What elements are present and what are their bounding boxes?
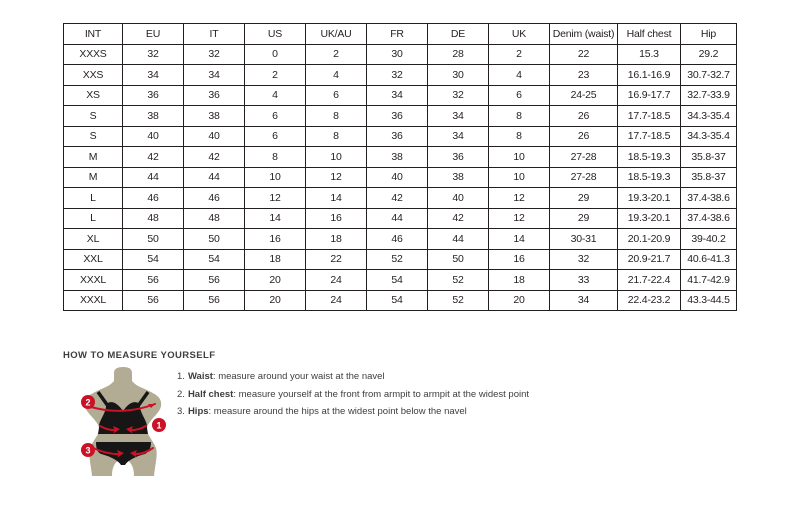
table-cell: 12 [489, 188, 550, 209]
table-cell: XXS [64, 65, 123, 86]
table-header-cell: IT [184, 24, 245, 45]
table-cell: 6 [245, 126, 306, 147]
table-cell: 4 [306, 65, 367, 86]
table-row [64, 167, 737, 188]
table-cell: 42 [428, 208, 489, 229]
table-cell: S [64, 126, 123, 147]
table-cell: 10 [489, 167, 550, 188]
table-cell: 20 [245, 270, 306, 291]
table-cell: 36 [184, 85, 245, 106]
table-cell: 52 [428, 270, 489, 291]
table-cell: 18 [245, 249, 306, 270]
table-row [64, 270, 737, 291]
table-cell: 8 [489, 106, 550, 127]
table-cell: 29 [550, 188, 618, 209]
table-cell: 26 [550, 106, 618, 127]
table-header-cell: INT [64, 24, 123, 45]
table-cell: 16 [306, 208, 367, 229]
table-cell: 6 [245, 106, 306, 127]
table-cell: 36 [367, 126, 428, 147]
table-cell: 8 [489, 126, 550, 147]
table-cell: 32 [184, 44, 245, 65]
table-cell: 35.8-37 [681, 167, 737, 188]
table-header-cell: US [245, 24, 306, 45]
table-cell: 10 [245, 167, 306, 188]
table-cell: 34 [428, 106, 489, 127]
table-row [64, 188, 737, 209]
measure-step [177, 368, 529, 386]
table-cell: 39-40.2 [681, 229, 737, 250]
table-cell: XXXL [64, 290, 123, 311]
table-cell: 52 [367, 249, 428, 270]
table-row [64, 126, 737, 147]
table-cell: 37.4-38.6 [681, 208, 737, 229]
table-cell: 23 [550, 65, 618, 86]
size-table-header [64, 24, 737, 45]
table-cell: 36 [428, 147, 489, 168]
table-cell: 32 [123, 44, 184, 65]
measure-section-title: HOW TO MEASURE YOURSELF [63, 350, 216, 361]
step-label: Hips [187, 406, 209, 417]
table-cell: 18 [306, 229, 367, 250]
table-cell: 15.3 [618, 44, 681, 65]
table-cell: 40 [123, 126, 184, 147]
table-cell: 14 [306, 188, 367, 209]
table-cell: 2 [306, 44, 367, 65]
table-header-cell: UK [489, 24, 550, 45]
table-cell: 40 [367, 167, 428, 188]
table-cell: 38 [428, 167, 489, 188]
table-cell: 44 [184, 167, 245, 188]
table-cell: 2 [489, 44, 550, 65]
table-cell: 18 [489, 270, 550, 291]
step-label: Waist [187, 371, 213, 382]
table-cell: 29 [550, 208, 618, 229]
table-cell: 38 [123, 106, 184, 127]
table-cell: 56 [184, 290, 245, 311]
table-cell: 6 [489, 85, 550, 106]
step-number: 2. [177, 388, 185, 400]
table-cell: 44 [123, 167, 184, 188]
table-cell: 34 [367, 85, 428, 106]
table-row [64, 290, 737, 311]
table-header-cell: Half chest [618, 24, 681, 45]
table-cell: 21.7-22.4 [618, 270, 681, 291]
table-cell: 43.3-44.5 [681, 290, 737, 311]
step-text: : measure around the hips at the widest point below the navel [208, 406, 467, 417]
table-cell: 34 [550, 290, 618, 311]
table-cell: 42 [367, 188, 428, 209]
table-cell: 54 [367, 270, 428, 291]
table-cell: 40 [184, 126, 245, 147]
table-header-cell: Hip [681, 24, 737, 45]
svg-text:2: 2 [85, 397, 91, 408]
table-cell: 16 [489, 249, 550, 270]
table-cell: 42 [123, 147, 184, 168]
table-cell: 18.5-19.3 [618, 147, 681, 168]
table-cell: 20.9-21.7 [618, 249, 681, 270]
table-cell: XL [64, 229, 123, 250]
table-cell: 8 [306, 126, 367, 147]
table-cell: M [64, 167, 123, 188]
table-cell: 48 [184, 208, 245, 229]
step-number: 3. [177, 406, 185, 417]
table-cell: XXXS [64, 44, 123, 65]
table-cell: 0 [245, 44, 306, 65]
table-cell: 24 [306, 290, 367, 311]
table-header-cell: EU [123, 24, 184, 45]
table-cell: 36 [367, 106, 428, 127]
table-cell: 34.3-35.4 [681, 126, 737, 147]
table-cell: 4 [245, 85, 306, 106]
table-cell: 30 [428, 65, 489, 86]
table-cell: 32.7-33.9 [681, 85, 737, 106]
step-text: : measure yourself at the front from armpit to armpit at the widest point [233, 388, 530, 400]
table-cell: 54 [184, 249, 245, 270]
table-cell: 42 [184, 147, 245, 168]
table-cell: XS [64, 85, 123, 106]
table-cell: 52 [428, 290, 489, 311]
table-cell: 19.3-20.1 [618, 208, 681, 229]
table-cell: 36 [123, 85, 184, 106]
table-cell: 32 [367, 65, 428, 86]
table-cell: 46 [184, 188, 245, 209]
badge-1-waist [152, 418, 166, 432]
table-cell: 56 [123, 270, 184, 291]
table-row [64, 147, 737, 168]
table-row [64, 249, 737, 270]
table-cell: 24 [306, 270, 367, 291]
table-cell: XXL [64, 249, 123, 270]
table-cell: 30 [367, 44, 428, 65]
table-cell: 27-28 [550, 167, 618, 188]
table-cell: 30-31 [550, 229, 618, 250]
table-cell: 54 [123, 249, 184, 270]
table-cell: 30.7-32.7 [681, 65, 737, 86]
table-row [64, 85, 737, 106]
table-cell: 40.6-41.3 [681, 249, 737, 270]
table-row [64, 65, 737, 86]
table-row [64, 208, 737, 229]
table-cell: 16 [245, 229, 306, 250]
table-cell: 40 [428, 188, 489, 209]
table-cell: 10 [489, 147, 550, 168]
table-cell: 32 [428, 85, 489, 106]
table-cell: L [64, 188, 123, 209]
table-cell: 38 [184, 106, 245, 127]
table-cell: 50 [428, 249, 489, 270]
table-cell: S [64, 106, 123, 127]
table-row [64, 106, 737, 127]
table-cell: XXXL [64, 270, 123, 291]
table-header-cell: Denim (waist) [550, 24, 618, 45]
table-cell: 44 [428, 229, 489, 250]
svg-text:1: 1 [156, 420, 162, 431]
measure-step [177, 403, 529, 421]
table-cell: 35.8-37 [681, 147, 737, 168]
table-cell: 22.4-23.2 [618, 290, 681, 311]
measure-step [177, 386, 529, 404]
table-cell: 41.7-42.9 [681, 270, 737, 291]
table-cell: 17.7-18.5 [618, 106, 681, 127]
table-row [64, 44, 737, 65]
table-cell: 6 [306, 85, 367, 106]
table-cell: 8 [245, 147, 306, 168]
table-cell: 54 [367, 290, 428, 311]
table-cell: 29.2 [681, 44, 737, 65]
table-cell: 48 [123, 208, 184, 229]
table-cell: 8 [306, 106, 367, 127]
table-cell: 12 [306, 167, 367, 188]
table-cell: 12 [245, 188, 306, 209]
table-header-cell: FR [367, 24, 428, 45]
table-header-cell: DE [428, 24, 489, 45]
table-cell: 50 [123, 229, 184, 250]
badge-3-hips [81, 443, 95, 457]
table-cell: 32 [550, 249, 618, 270]
table-cell: M [64, 147, 123, 168]
table-cell: 50 [184, 229, 245, 250]
table-cell: 12 [489, 208, 550, 229]
table-cell: 14 [245, 208, 306, 229]
table-cell: 33 [550, 270, 618, 291]
table-cell: 18.5-19.3 [618, 167, 681, 188]
table-cell: 4 [489, 65, 550, 86]
badge-2-chest [81, 395, 95, 409]
table-cell: 20 [245, 290, 306, 311]
table-cell: 46 [123, 188, 184, 209]
table-cell: 34 [184, 65, 245, 86]
step-number: 1. [177, 371, 185, 382]
table-cell: 34 [428, 126, 489, 147]
size-chart-section [63, 23, 736, 311]
table-cell: 24-25 [550, 85, 618, 106]
table-cell: 22 [306, 249, 367, 270]
table-cell: 17.7-18.5 [618, 126, 681, 147]
table-cell: 37.4-38.6 [681, 188, 737, 209]
table-cell: 20 [489, 290, 550, 311]
table-header-cell: UK/AU [306, 24, 367, 45]
svg-text:3: 3 [85, 445, 91, 456]
table-cell: 10 [306, 147, 367, 168]
step-text: : measure around your waist at the navel [212, 371, 385, 382]
table-cell: 16.9-17.7 [618, 85, 681, 106]
table-cell: 22 [550, 44, 618, 65]
table-cell: 28 [428, 44, 489, 65]
table-cell: 2 [245, 65, 306, 86]
table-cell: 56 [123, 290, 184, 311]
mannequin-illustration-icon [75, 366, 171, 482]
table-cell: 27-28 [550, 147, 618, 168]
measurement-figure [75, 366, 171, 482]
size-table-body [64, 44, 737, 311]
table-cell: 26 [550, 126, 618, 147]
table-row [64, 229, 737, 250]
table-cell: 56 [184, 270, 245, 291]
size-table [63, 23, 737, 311]
measure-instructions [177, 368, 529, 421]
table-cell: 46 [367, 229, 428, 250]
table-cell: 14 [489, 229, 550, 250]
table-cell: 34.3-35.4 [681, 106, 737, 127]
table-header-row [64, 24, 737, 45]
table-cell: 44 [367, 208, 428, 229]
step-label: Half chest [187, 388, 234, 400]
table-cell: 16.1-16.9 [618, 65, 681, 86]
table-cell: 20.1-20.9 [618, 229, 681, 250]
table-cell: 38 [367, 147, 428, 168]
table-cell: 34 [123, 65, 184, 86]
table-cell: L [64, 208, 123, 229]
table-cell: 19.3-20.1 [618, 188, 681, 209]
